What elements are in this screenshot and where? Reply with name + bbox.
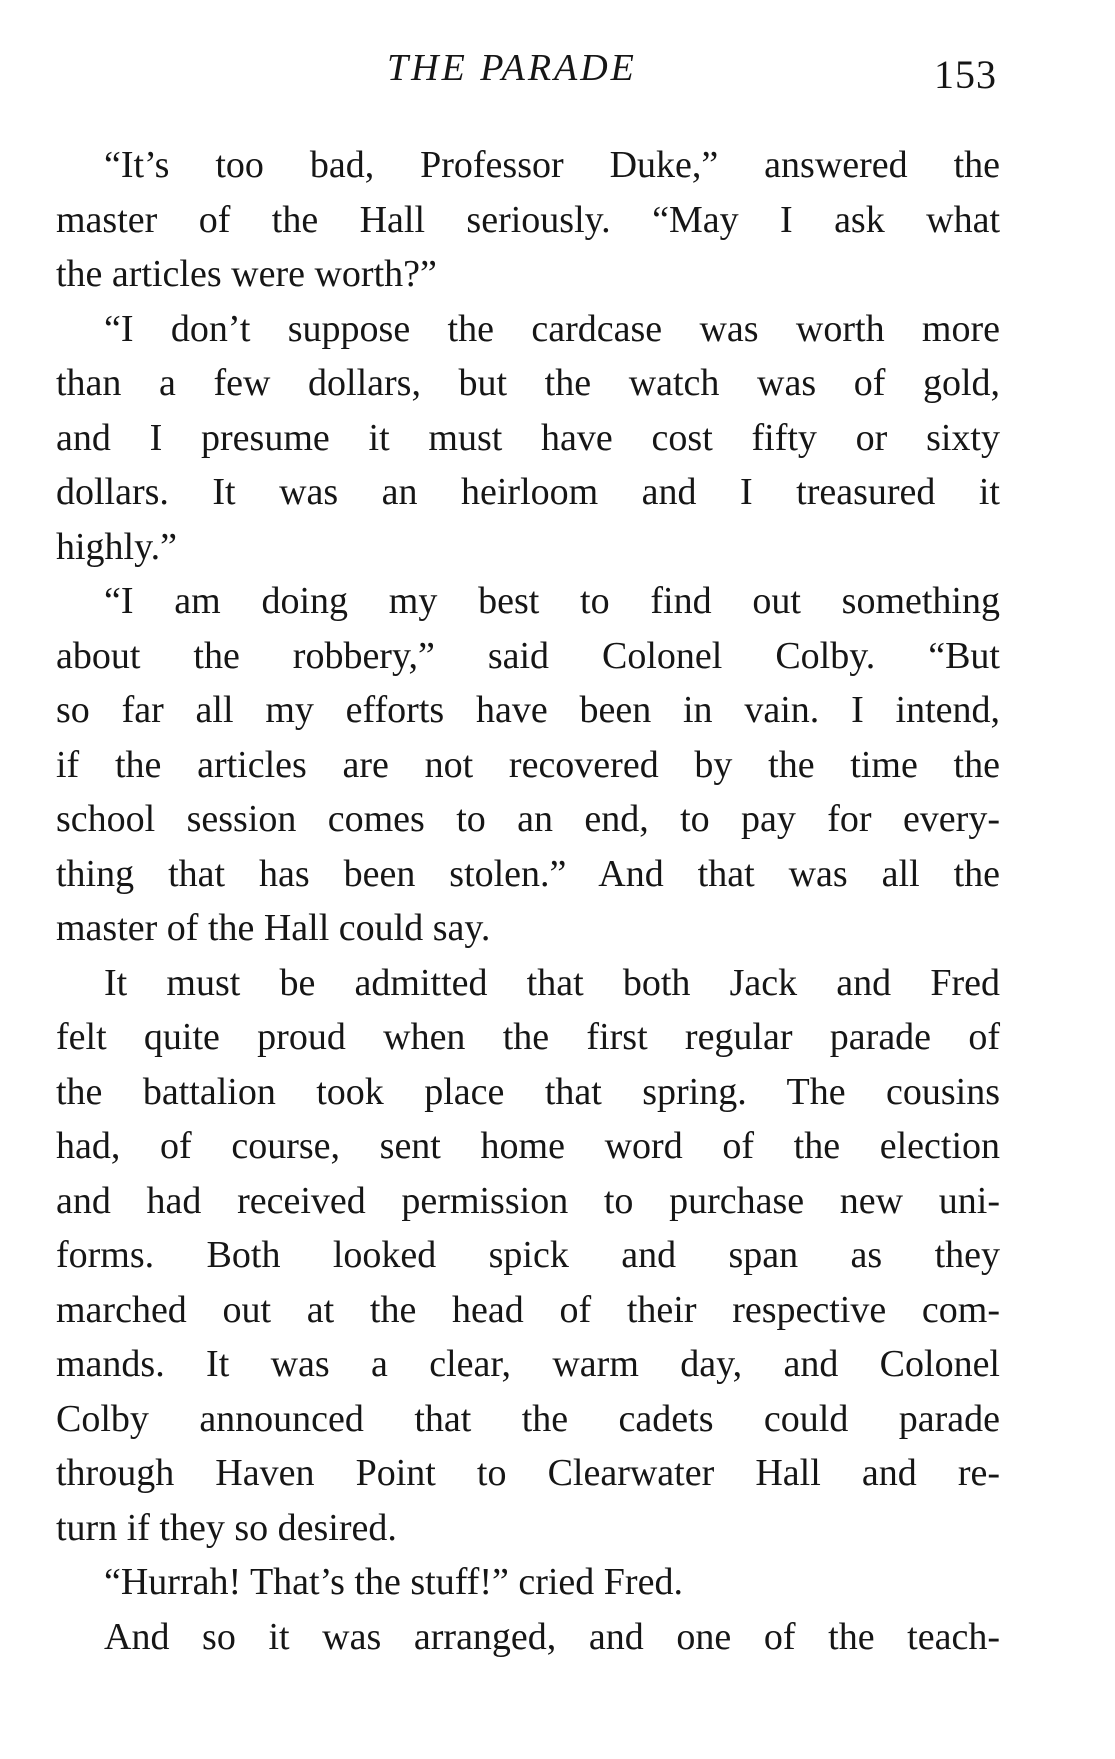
text-line: the battalion took place that spring. The cousins bbox=[56, 1070, 1000, 1113]
text-line: It must be admitted that both Jack and Fred bbox=[104, 961, 1000, 1004]
text-line: mands. It was a clear, warm day, and Colonel bbox=[56, 1343, 1000, 1385]
text-line: master of the Hall seriously. “May I ask what bbox=[56, 198, 1000, 241]
text-line: through Haven Point to Clearwater Hall and re- bbox=[56, 1452, 1000, 1494]
page-number: 153 bbox=[934, 52, 997, 97]
text-line: “Hurrah! That’s the stuff!” cried Fred. bbox=[104, 1561, 683, 1603]
text-line: thing that has been stolen.” And that was all the bbox=[56, 852, 1000, 895]
text-line: Colby announced that the cadets could parade bbox=[56, 1397, 1000, 1440]
text-line: marched out at the head of their respective com- bbox=[56, 1288, 1000, 1331]
text-line: the articles were worth?” bbox=[56, 253, 437, 295]
text-line: master of the Hall could say. bbox=[56, 907, 491, 949]
text-line: “It’s too bad, Professor Duke,” answered the bbox=[104, 144, 1000, 186]
running-title: THE PARADE bbox=[387, 47, 637, 89]
text-line: And so it was arranged, and one of the teach- bbox=[104, 1615, 1000, 1658]
text-line: than a few dollars, but the watch was of gold, bbox=[56, 362, 1000, 404]
text-line: about the robbery,” said Colonel Colby. “But bbox=[56, 634, 1000, 677]
text-line: forms. Both looked spick and span as they bbox=[56, 1234, 1000, 1276]
text-line: felt quite proud when the first regular parade of bbox=[56, 1016, 1000, 1058]
text-line: and had received permission to purchase new uni- bbox=[56, 1179, 1000, 1222]
text-line: “I am doing my best to find out something bbox=[104, 580, 1000, 622]
text-line: “I don’t suppose the cardcase was worth more bbox=[104, 307, 1000, 350]
text-line: and I presume it must have cost fifty or sixty bbox=[56, 416, 1000, 459]
text-line: highly.” bbox=[56, 525, 178, 568]
running-head bbox=[0, 38, 1115, 98]
text-line: turn if they so desired. bbox=[56, 1506, 397, 1549]
text-line: so far all my efforts have been in vain. I intend, bbox=[56, 689, 1000, 731]
text-line: if the articles are not recovered by the time the bbox=[56, 743, 1000, 786]
text-line: dollars. It was an heirloom and I treasured it bbox=[56, 471, 1000, 513]
body-text bbox=[56, 138, 1000, 1664]
text-line: school session comes to an end, to pay for every- bbox=[56, 798, 1000, 840]
text-line: had, of course, sent home word of the election bbox=[56, 1125, 1000, 1167]
